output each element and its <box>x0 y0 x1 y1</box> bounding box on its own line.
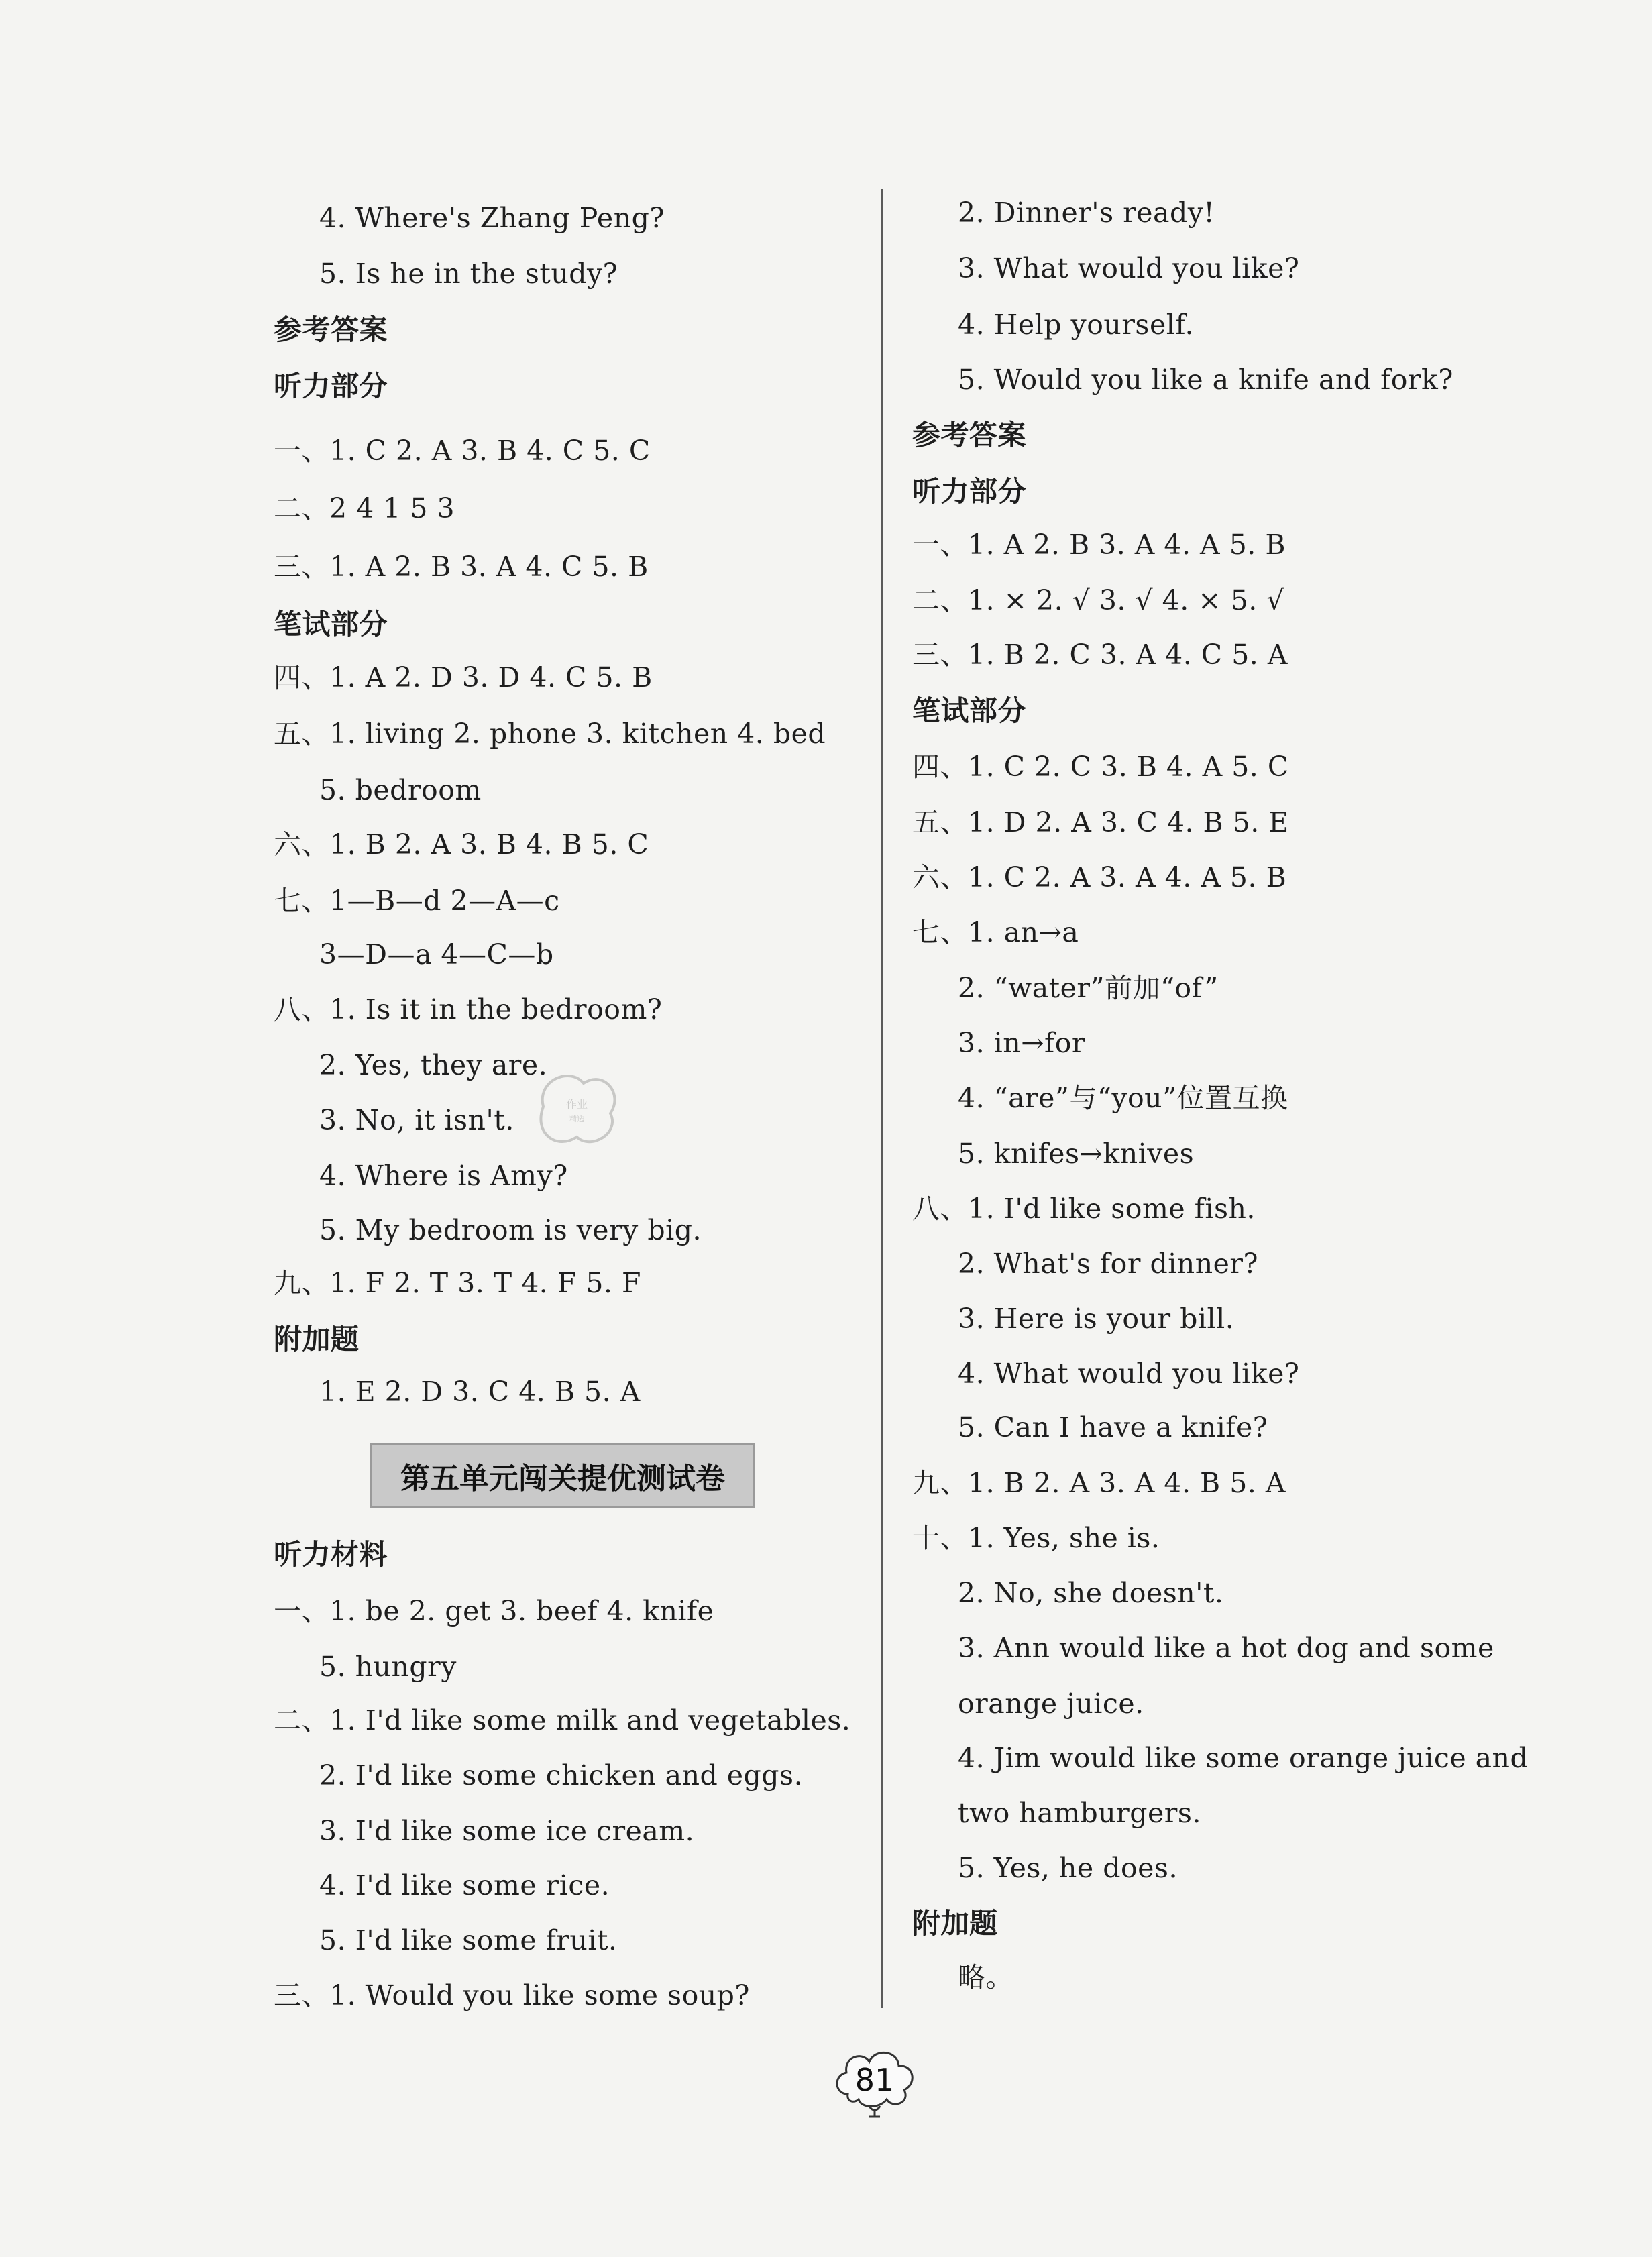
answer-line: 4. Where's Zhang Peng? <box>319 202 665 234</box>
answer-line: 4. I'd like some rice. <box>319 1869 610 1902</box>
section-heading: 笔试部分 <box>274 608 388 641</box>
answer-line: 5. Yes, he does. <box>958 1852 1178 1884</box>
svg-text:作业: 作业 <box>565 1098 588 1111</box>
answer-line: 九、1. B 2. A 3. A 4. B 5. A <box>912 1467 1286 1499</box>
section-heading: 听力部分 <box>274 370 388 402</box>
unit-test-banner <box>370 1443 755 1508</box>
section-heading: 附加题 <box>912 1907 998 1940</box>
answer-line: 5. knifes→knives <box>958 1138 1195 1170</box>
section-heading: 参考答案 <box>912 419 1027 451</box>
section-heading: 听力部分 <box>912 475 1027 508</box>
answer-line: 3. Ann would like a hot dog and some <box>958 1632 1494 1664</box>
answer-line: 5. hungry <box>319 1651 457 1683</box>
page-number-badge <box>828 2042 922 2122</box>
answer-line: 三、1. A 2. B 3. A 4. C 5. B <box>274 551 649 583</box>
answer-line: 一、1. A 2. B 3. A 4. A 5. B <box>912 529 1286 561</box>
answer-line: 略。 <box>958 1961 1013 1993</box>
answer-line: 2. I'd like some chicken and eggs. <box>319 1759 804 1792</box>
answer-line: 二、1. I'd like some milk and vegetables. <box>274 1704 851 1737</box>
answer-line: 二、2 4 1 5 3 <box>274 492 455 525</box>
section-heading: 参考答案 <box>274 313 388 346</box>
answer-line: 2. What's for dinner? <box>958 1248 1258 1280</box>
answer-line: 5. Is he in the study? <box>319 258 618 290</box>
answer-line: 2. No, she doesn't. <box>958 1577 1224 1609</box>
answer-line: 4. Where is Amy? <box>319 1160 568 1192</box>
column-divider <box>881 189 883 2008</box>
banner-title: 第五单元闯关提优测试卷 <box>400 1462 725 1496</box>
answer-line: 5. Would you like a knife and fork? <box>958 364 1453 396</box>
section-heading: 听力材料 <box>274 1538 388 1571</box>
section-heading: 笔试部分 <box>912 694 1027 727</box>
answer-line: 六、1. C 2. A 3. A 4. A 5. B <box>912 861 1287 893</box>
answer-line: 3. What would you like? <box>958 252 1300 284</box>
answer-line: 4. Help yourself. <box>958 309 1195 341</box>
answer-line: 3. No, it isn't. <box>319 1104 514 1136</box>
answer-line: 3. in→for <box>958 1027 1085 1059</box>
answer-line: 十、1. Yes, she is. <box>912 1522 1160 1554</box>
answer-line: 五、1. D 2. A 3. C 4. B 5. E <box>912 806 1289 838</box>
answer-line: 4. Jim would like some orange juice and <box>958 1742 1529 1774</box>
answer-line: 八、1. Is it in the bedroom? <box>274 993 663 1026</box>
answer-line: 1. E 2. D 3. C 4. B 5. A <box>319 1376 641 1408</box>
answer-line: 2. Yes, they are. <box>319 1049 548 1081</box>
answer-line: 5. bedroom <box>319 774 482 806</box>
answer-line: 4. What would you like? <box>958 1358 1300 1390</box>
answer-line: 一、1. be 2. get 3. beef 4. knife <box>274 1595 714 1627</box>
stamp-watermark <box>530 1066 624 1156</box>
answer-line: 5. My bedroom is very big. <box>319 1214 702 1246</box>
answer-line: 5. Can I have a knife? <box>958 1411 1268 1443</box>
answer-line: 三、1. B 2. C 3. A 4. C 5. A <box>912 639 1288 671</box>
answer-line: two hamburgers. <box>958 1797 1201 1829</box>
answer-line: 4. “are”与“you”位置互换 <box>958 1082 1288 1114</box>
answer-line: 5. I'd like some fruit. <box>319 1924 618 1957</box>
answer-line: 七、1—B—d 2—A—c <box>274 885 560 917</box>
section-heading: 附加题 <box>274 1323 360 1356</box>
answer-line: 四、1. C 2. C 3. B 4. A 5. C <box>912 751 1289 783</box>
answer-line: 3. Here is your bill. <box>958 1303 1235 1335</box>
answer-line: 三、1. Would you like some soup? <box>274 1979 750 2012</box>
answer-line: 八、1. I'd like some fish. <box>912 1193 1256 1225</box>
answer-line: 九、1. F 2. T 3. T 4. F 5. F <box>274 1267 641 1299</box>
answer-line: 3. I'd like some ice cream. <box>319 1815 695 1847</box>
answer-line: 3—D—a 4—C—b <box>319 938 554 971</box>
answer-line: 五、1. living 2. phone 3. kitchen 4. bed <box>274 718 826 750</box>
svg-text:精选: 精选 <box>569 1115 584 1123</box>
answer-line: 2. Dinner's ready! <box>958 197 1215 229</box>
answer-line: 二、1. × 2. √ 3. √ 4. × 5. √ <box>912 584 1284 616</box>
answer-line: 六、1. B 2. A 3. B 4. B 5. C <box>274 828 649 861</box>
page-number: 81 <box>855 2062 895 2098</box>
answer-line: 2. “water”前加“of” <box>958 972 1219 1004</box>
answer-line: 七、1. an→a <box>912 916 1079 948</box>
answer-line: orange juice. <box>958 1688 1144 1720</box>
answer-line: 四、1. A 2. D 3. D 4. C 5. B <box>274 661 653 694</box>
answer-line: 一、1. C 2. A 3. B 4. C 5. C <box>274 435 651 467</box>
